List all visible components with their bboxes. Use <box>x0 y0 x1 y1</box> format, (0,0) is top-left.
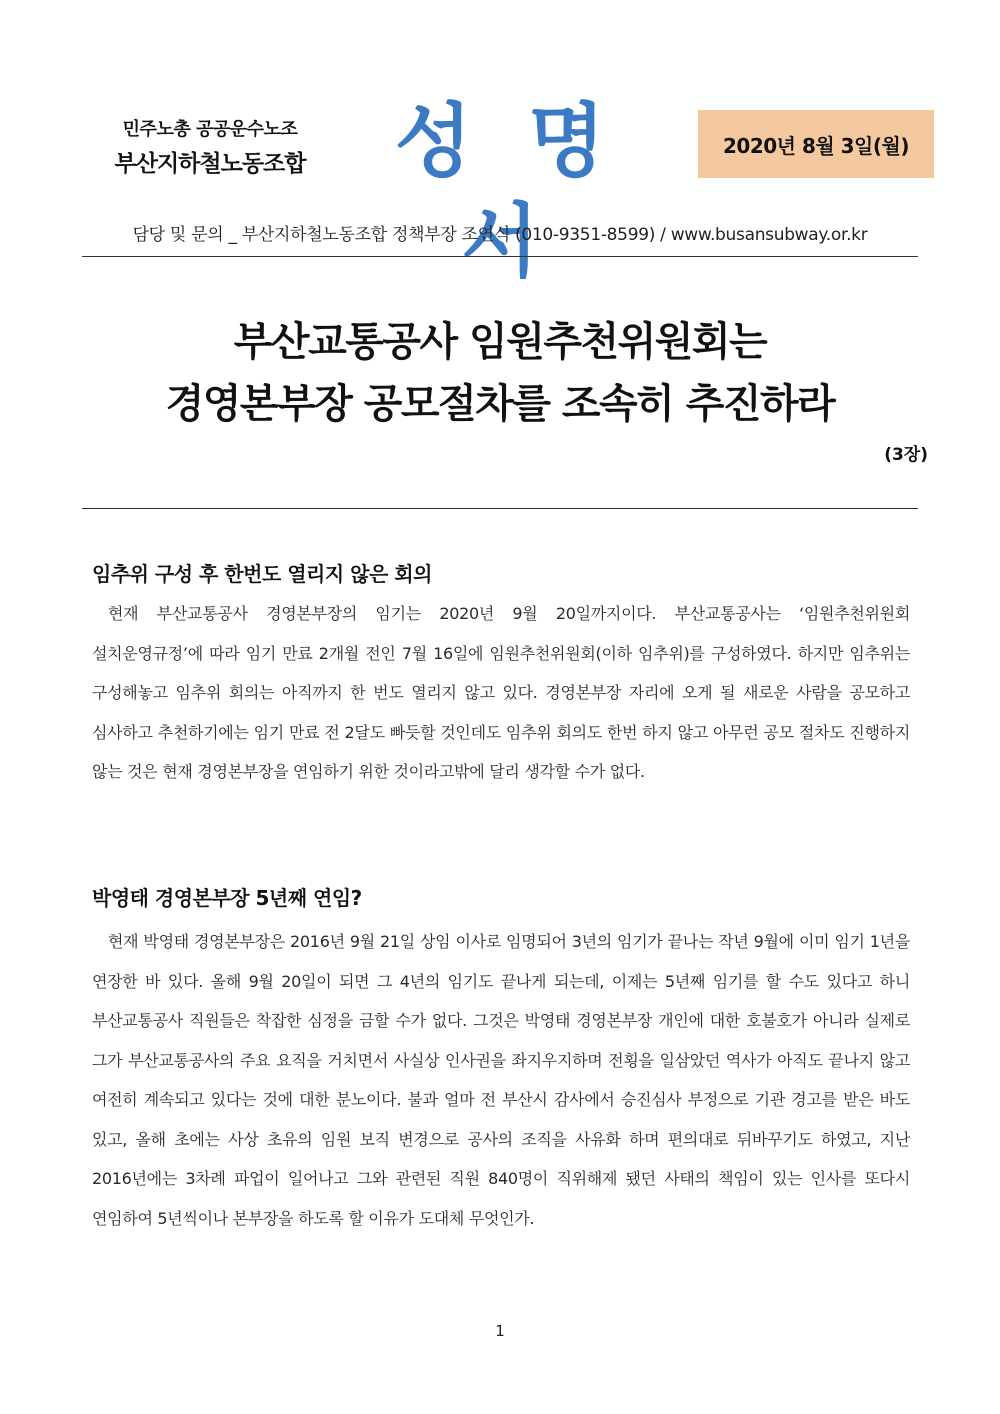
section-body-2: 현재 박영태 경영본부장은 2016년 9월 21일 상임 이사로 임명되어 3년의 임기가 끝나는 작년 9월에 이미 임기 1년을 연장한 바 있다. 올해 9월 20일이 되면 그 4년의 임기도 끝나게 되는데, 이제는 5년째 임기를 할 수도 있다고 하니 부산교통공사 직원들은 착잡한 심정을 금할 수가 없다. 그것은 박영태 경영본부장 개인에 대한 호불호가 아니라 실제로 그가 부산교통공사의 주요 요직을 거치면서 사실상 인사권을 좌지우지하며 전횡을 일삼았던 역사가 아직도 끝나지 않고 여전히 계속되고 있다는 것에 대한 분노이다. 불과 얼마 전 부산시 감사에서 승진심사 부정으로 기관 경고를 받은 바도 있고, 올해 초에는 사상 초유의 임원 보직 변경으로 공사의 조직을 사유화 하며 편의대로 뒤바꾸기도 하였고, 지난 2016년에는 3차례 파업이 일어나고 그와 관련된 직원 840명이 직위해제 됐던 사태의 책임이 있는 인사를 또다시 연임하여 5년씩이나 본부장을 하도록 할 이유가 도대체 무엇인가. <box>92 932 910 1228</box>
contact-info: 담당 및 문의 _ 부산지하철노동조합 정책부장 조연식 (010-9351-8599) / www.busansubway.or.kr <box>132 225 868 245</box>
title-divider <box>82 508 918 509</box>
page-count: (3장) <box>884 445 928 465</box>
headline-line-2: 경영본부장 공모절차를 조속히 추진하라 <box>165 381 835 427</box>
section-heading-2: 박영태 경영본부장 5년째 연임? <box>92 886 362 910</box>
headline-line-1: 부산교통공사 임원추천위원회는 <box>233 319 767 365</box>
issue-date: 2020년 8월 3일(월) <box>723 133 909 158</box>
section-body-1: 현재 부산교통공사 경영본부장의 임기는 2020년 9월 20일까지이다. 부산교통공사는 ‘임원추천위원회 설치운영규정’에 따라 임기 만료 2개월 전인 7월 16일에 임원추천위원회(이하 임추위)를 구성하였다. 하지만 임추위는 구성해놓고 임추위 회의는 아직까지 한 번도 열리지 않고 있다. 경영본부장 자리에 오게 될 새로운 사람을 공모하고 심사하고 추천하기에는 임기 만료 전 2달도 빠듯할 것인데도 임추위 회의도 한번 하지 않고 아무런 공모 절차도 진행하지 않는 것은 현재 경영본부장을 연임하기 위한 것이라고밖에 달리 생각할 수가 없다. <box>92 604 910 781</box>
header-divider <box>82 256 918 257</box>
date-badge <box>698 110 934 178</box>
section-heading-1: 임추위 구성 후 한번도 열리지 않은 회의 <box>92 562 432 586</box>
union-name-block <box>80 115 340 178</box>
document-type-title: 성 명 서 <box>394 95 620 288</box>
union-name: 부산지하철노동조합 <box>114 151 306 177</box>
federation-name: 민주노총 공공운수노조 <box>122 119 298 140</box>
page-number: 1 <box>495 1322 505 1340</box>
